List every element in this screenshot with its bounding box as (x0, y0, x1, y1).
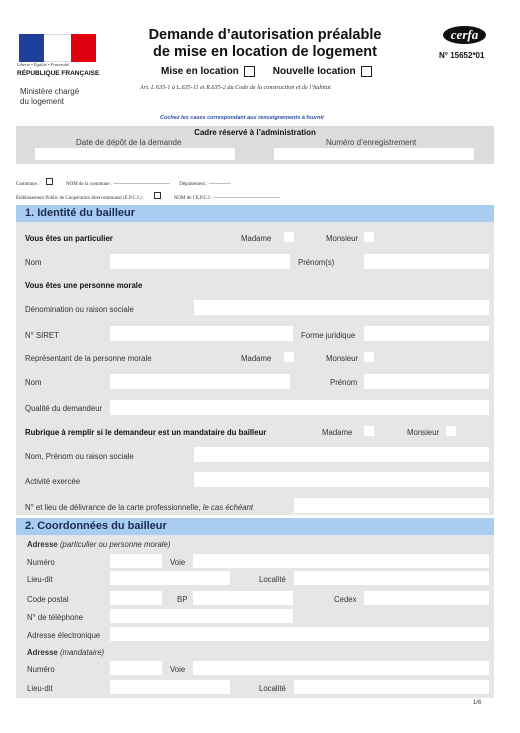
monsieur-label: Monsieur (326, 234, 359, 243)
denomination-input[interactable] (194, 300, 489, 315)
epci-checkbox[interactable] (154, 192, 161, 199)
republic-label: RÉPUBLIQUE FRANÇAISE (17, 70, 100, 77)
telephone-label: N° de téléphone (27, 613, 84, 622)
carte-pro-input[interactable] (294, 498, 489, 513)
adresse-mandataire-heading: Adresse (mandataire) (27, 648, 105, 657)
madame-checkbox-2[interactable] (284, 352, 294, 362)
commune-checkbox[interactable] (46, 178, 53, 185)
nouvelle-location-label: Nouvelle location (272, 66, 356, 77)
epci-label: Établissement Public de Coopération Intercommunal (E.P.C.I.) : NOM de l’E.P.C.I : ---------------------------------------- (16, 192, 280, 201)
localite-label-2: Localité (259, 684, 286, 693)
mise-en-location-label: Mise en location (161, 66, 239, 77)
nom-prenom-raison-label: Nom, Prénom ou raison sociale (25, 452, 134, 461)
cedex-input[interactable] (364, 591, 489, 605)
republic-motto: Liberté • Égalité • Fraternité (17, 62, 70, 67)
prenoms-input[interactable] (364, 254, 489, 269)
madame-label-3: Madame (322, 428, 353, 437)
nouvelle-location-checkbox[interactable] (361, 66, 372, 77)
monsieur-checkbox-3[interactable] (446, 426, 456, 436)
prenoms-label: Prénom(s) (298, 258, 335, 267)
voie-input-2[interactable] (193, 661, 489, 675)
prenom-input-2[interactable] (364, 374, 489, 389)
nom-input-2[interactable] (110, 374, 290, 389)
voie-label: Voie (170, 558, 186, 567)
numero-input-2[interactable] (110, 661, 162, 675)
voie-label-2: Voie (170, 665, 186, 674)
ministry-label: Ministère chargé du logement (20, 87, 80, 106)
registration-number-field[interactable] (274, 148, 474, 160)
cedex-label: Cedex (334, 595, 357, 604)
deposit-date-label: Date de dépôt de la demande (76, 138, 182, 147)
forme-juridique-label: Forme juridique (301, 331, 356, 340)
localite-input-2[interactable] (294, 680, 489, 694)
qualite-label: Qualité du demandeur (25, 404, 103, 413)
monsieur-label-2: Monsieur (326, 354, 359, 363)
numero-input[interactable] (110, 554, 162, 568)
code-postal-input[interactable] (110, 591, 162, 605)
nom-prenom-raison-input[interactable] (194, 447, 489, 462)
madame-checkbox-3[interactable] (364, 426, 374, 436)
email-input[interactable] (110, 627, 489, 641)
madame-checkbox[interactable] (284, 232, 294, 242)
admin-title: Cadre réservé à l’administration (194, 128, 316, 137)
localite-label: Localité (259, 575, 286, 584)
activite-input[interactable] (194, 472, 489, 487)
deposit-date-field[interactable] (35, 148, 235, 160)
cerfa-logo: cerfa (443, 26, 486, 44)
madame-label: Madame (241, 234, 272, 243)
carte-pro-label: N° et lieu de délivrance de la carte professionnelle, le cas échéant (25, 503, 254, 512)
nom-label-2: Nom (25, 378, 42, 387)
madame-label-2: Madame (241, 354, 272, 363)
code-postal-label: Code postal (27, 595, 69, 604)
section1-header: 1. Identité du bailleur (16, 205, 494, 222)
epci-name-label: NOM de l’E.P.C.I : ---------------------------------------- (173, 196, 281, 201)
cerfa-number: N° 15652*01 (439, 51, 485, 60)
lieu-dit-input[interactable] (110, 571, 230, 585)
bp-label: BP (177, 595, 188, 604)
monsieur-label-3: Monsieur (407, 428, 440, 437)
representant-label: Représentant de la personne morale (25, 354, 152, 363)
siret-label: N° SIRET (25, 331, 59, 340)
telephone-input[interactable] (110, 609, 293, 623)
bp-input[interactable] (193, 591, 293, 605)
numero-label-2: Numéro (27, 665, 55, 674)
rubrique-mandataire-label: Rubrique à remplir si le demandeur est un mandataire du bailleur (25, 428, 267, 437)
mise-en-location-checkbox[interactable] (244, 66, 255, 77)
instruction-note: Cochez les cases correspondant aux renseignements à fournir (160, 115, 325, 121)
lieu-dit-label-2: Lieu-dit (27, 684, 53, 693)
qualite-input[interactable] (110, 400, 489, 415)
voie-input[interactable] (193, 554, 489, 568)
prenom-label-2: Prénom (330, 378, 358, 387)
localite-input[interactable] (294, 571, 489, 585)
personne-morale-label: Vous êtes une personne morale (25, 281, 143, 290)
form-title: Demande d’autorisation préalable de mise en location de logement (148, 27, 382, 60)
nom-label: Nom (25, 258, 42, 267)
activite-label: Activité exercée (25, 477, 81, 486)
lieu-dit-label: Lieu-dit (27, 575, 53, 584)
monsieur-checkbox[interactable] (364, 232, 374, 242)
page-number: 1/6 (473, 700, 482, 706)
denomination-label: Dénomination ou raison sociale (25, 305, 134, 314)
forme-juridique-input[interactable] (364, 326, 489, 341)
commune-name-label: NOM de la commune : ---------------------------------- (65, 182, 170, 187)
monsieur-checkbox-2[interactable] (364, 352, 374, 362)
particulier-label: Vous êtes un particulier (25, 234, 113, 243)
lieu-dit-input-2[interactable] (110, 680, 230, 694)
section2-header: 2. Coordonnées du bailleur (16, 518, 494, 535)
departement-label: Département : ------------- (179, 182, 231, 187)
registration-number-label: Numéro d’enregistrement (326, 138, 417, 147)
commune-label: Commune : NOM de la commune : ---------------------------------- Département : ------------- (16, 178, 231, 187)
location-type-checkboxes (161, 66, 378, 77)
article-reference: Art. L 635-1 à L.635-11 et R.635-2 du Code de la construction et de l’habitat (140, 84, 331, 91)
email-label: Adresse électronique (27, 631, 101, 640)
marianne-flag-logo (19, 34, 96, 62)
nom-input[interactable] (110, 254, 290, 269)
numero-label: Numéro (27, 558, 55, 567)
siret-input[interactable] (110, 326, 293, 341)
adresse-heading: Adresse (particulier ou personne morale) (27, 540, 171, 549)
